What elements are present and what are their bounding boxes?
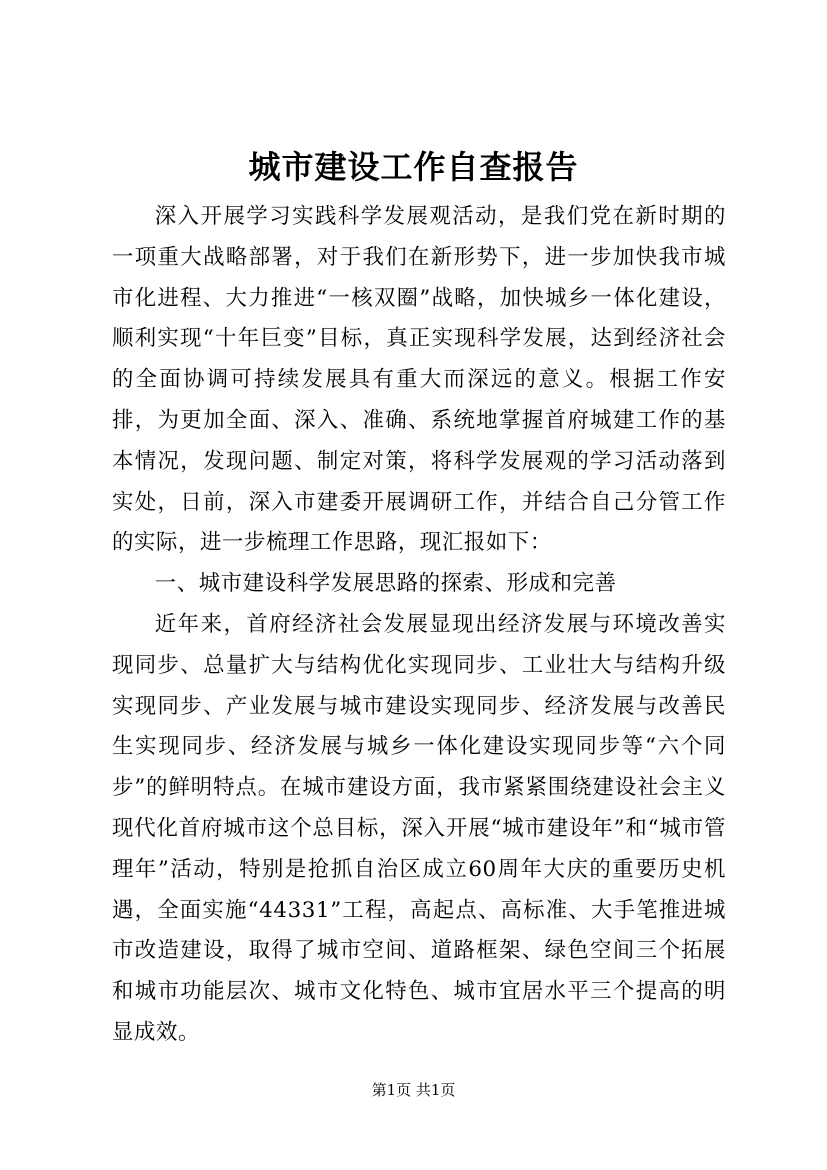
section-heading: 一、城市建设科学发展思路的探索、形成和完善 — [154, 571, 617, 597]
intro-paragraph: 深入开展学习实践科学发展观活动，是我们党在新时期的一项重大战略部署，对于我们在新形势下，进一步加快我市城市化进程、大力推进“一核双圈”战略，加快城乡一体化建设，顺利实现“十年巨变”目标，真正实现科学发展，达到经济社会的全面协调可持续发展具有重大而深远的意义。根据工作安排，为更加全面、深入、准确、系统地掌握首府城建工作的基本情况，发现问题、制定对策，将科学发展观的学习活动落到实处，日前，深入市建委开展调研工作，并结合自己分管工作的实际，进一步梳理工作思路，现汇报如下： — [112, 204, 726, 556]
page-footer: 第1页 共1页 — [371, 1081, 456, 1099]
document-body — [112, 197, 726, 1054]
body-paragraph: 近年来，首府经济社会发展显现出经济发展与环境改善实现同步、总量扩大与结构优化实现同步、工业壮大与结构升级实现同步、产业发展与城市建设实现同步、经济发展与改善民生实现同步、经济发展与城乡一体化建设实现同步等“六个同步”的鲜明特点。在城市建设方面，我市紧紧围绕建设社会主义现代化首府城市这个总目标，深入开展“城市建设年”和“城市管理年”活动，特别是抢抓自治区成立60周年大庆的重要历史机遇，全面实施“44331”工程，高起点、高标准、大手笔推进城市改造建设，取得了城市空间、道路框架、绿色空间三个拓展和城市功能层次、城市文化特色、城市宜居水平三个提高的明显成效。 — [112, 611, 726, 1045]
document-title: 城市建设工作自查报告 — [248, 148, 579, 186]
